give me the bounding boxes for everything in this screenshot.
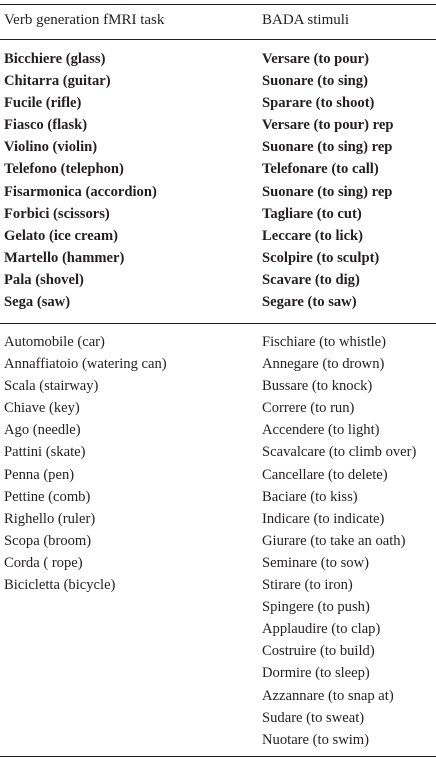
verb-cell: Accendere (to light): [262, 422, 380, 439]
verb-cell: Tagliare (to cut): [262, 205, 362, 222]
noun-cell: Corda ( rope): [4, 554, 83, 571]
noun-cell: Violino (violin): [4, 139, 98, 156]
verb-cell: Scavalcare (to climb over): [262, 444, 417, 461]
table-row: [0, 574, 436, 596]
table-row: [0, 375, 436, 397]
noun-cell: Scala (stairway): [4, 378, 99, 395]
table-row: [0, 508, 436, 530]
header-rule: [0, 39, 436, 40]
verb-cell: Spingere (to push): [262, 599, 370, 616]
noun-cell: Telefono (telephon): [4, 161, 124, 178]
verb-cell: Scavare (to dig): [262, 271, 360, 288]
verb-cell: Correre (to run): [262, 400, 355, 417]
table-row: [0, 203, 436, 225]
verb-cell: Stirare (to iron): [262, 577, 353, 594]
table-row: [0, 70, 436, 92]
table-row: [0, 269, 436, 291]
noun-cell: Pala (shovel): [4, 271, 84, 288]
table-row: [0, 464, 436, 486]
verb-cell: Versare (to pour): [262, 51, 370, 67]
table-row: [0, 618, 436, 640]
table-row: [0, 291, 436, 313]
table-row: [0, 552, 436, 574]
table-row: [0, 181, 436, 203]
noun-cell: Pettine (comb): [4, 488, 91, 505]
noun-cell: Gelato (ice cream): [4, 227, 118, 244]
table-row: [0, 247, 436, 269]
noun-cell: Righello (ruler): [4, 510, 96, 527]
noun-cell: Chiave (key): [4, 400, 80, 417]
verb-cell: Versare (to pour) rep: [262, 117, 394, 134]
verb-cell: Nuotare (to swim): [262, 731, 369, 748]
table-row: [0, 662, 436, 684]
table-bottom-rule: [0, 756, 436, 757]
noun-cell: Fisarmonica (accordion): [4, 183, 157, 200]
verb-cell: Giurare (to take an oath): [262, 532, 406, 549]
verb-cell: Sudare (to sweat): [262, 709, 365, 726]
table-row: [0, 707, 436, 729]
verb-cell: Dormire (to sleep): [262, 665, 370, 682]
table-row: [0, 685, 436, 707]
table-row: [0, 114, 436, 136]
verb-cell: Segare (to saw): [262, 294, 357, 311]
verb-cell: Azzannare (to snap at): [262, 687, 394, 704]
noun-cell: Bicchiere (glass): [4, 51, 106, 67]
table-row: [0, 353, 436, 375]
noun-cell: Fucile (rifle): [4, 95, 82, 112]
table-row: [0, 419, 436, 441]
verb-cell: Cancellare (to delete): [262, 466, 388, 483]
bold-rows-section: [0, 48, 436, 313]
table-row: [0, 729, 436, 751]
noun-cell: Forbici (scissors): [4, 205, 110, 222]
verb-cell: Indicare (to indicate): [262, 510, 385, 527]
verb-cell: Suonare (to sing) rep: [262, 183, 393, 200]
noun-cell: Pattini (skate): [4, 444, 86, 461]
noun-cell: Scopa (broom): [4, 532, 92, 549]
table-row: [0, 225, 436, 247]
verb-cell: Baciare (to kiss): [262, 488, 358, 505]
noun-cell: Annaffiatoio (watering can): [4, 356, 167, 373]
table-row: [0, 158, 436, 180]
table-row: [0, 441, 436, 463]
header-verb-generation-task: Verb generation fMRI task: [4, 12, 165, 28]
noun-cell: Sega (saw): [4, 294, 71, 311]
verb-cell: Annegare (to drown): [262, 356, 385, 373]
noun-cell: Penna (pen): [4, 466, 75, 483]
verb-cell: Leccare (to lick): [262, 227, 364, 244]
table-row: [0, 640, 436, 662]
verb-cell: Suonare (to sing): [262, 73, 368, 90]
verb-cell: Telefonare (to call): [262, 161, 379, 178]
verb-cell: Applaudire (to clap): [262, 621, 381, 638]
header-bada-stimuli: BADA stimuli: [262, 12, 350, 28]
section-divider-rule: [0, 323, 436, 324]
verb-cell: Costruire (to build): [262, 643, 375, 660]
table-row: [0, 136, 436, 158]
noun-cell: Fiasco (flask): [4, 117, 88, 134]
table-row: [0, 596, 436, 618]
verb-cell: Fischiare (to whistle): [262, 334, 387, 350]
table-row: [0, 48, 436, 70]
verb-cell: Seminare (to sow): [262, 554, 369, 571]
verb-cell: Suonare (to sing) rep: [262, 139, 393, 156]
table-row: [0, 331, 436, 353]
table-row: [0, 92, 436, 114]
noun-cell: Ago (needle): [4, 422, 81, 439]
table-header: [0, 4, 436, 39]
verb-cell: Sparare (to shoot): [262, 95, 375, 112]
table-row: [0, 486, 436, 508]
noun-cell: Martello (hammer): [4, 249, 125, 266]
verb-cell: Scolpire (to sculpt): [262, 249, 380, 266]
table-row: [0, 530, 436, 552]
noun-cell: Bicicletta (bicycle): [4, 577, 116, 594]
noun-cell: Automobile (car): [4, 334, 105, 350]
regular-rows-section: [0, 331, 436, 751]
noun-cell: Chitarra (guitar): [4, 73, 111, 90]
verb-cell: Bussare (to knock): [262, 378, 373, 395]
table-row: [0, 397, 436, 419]
